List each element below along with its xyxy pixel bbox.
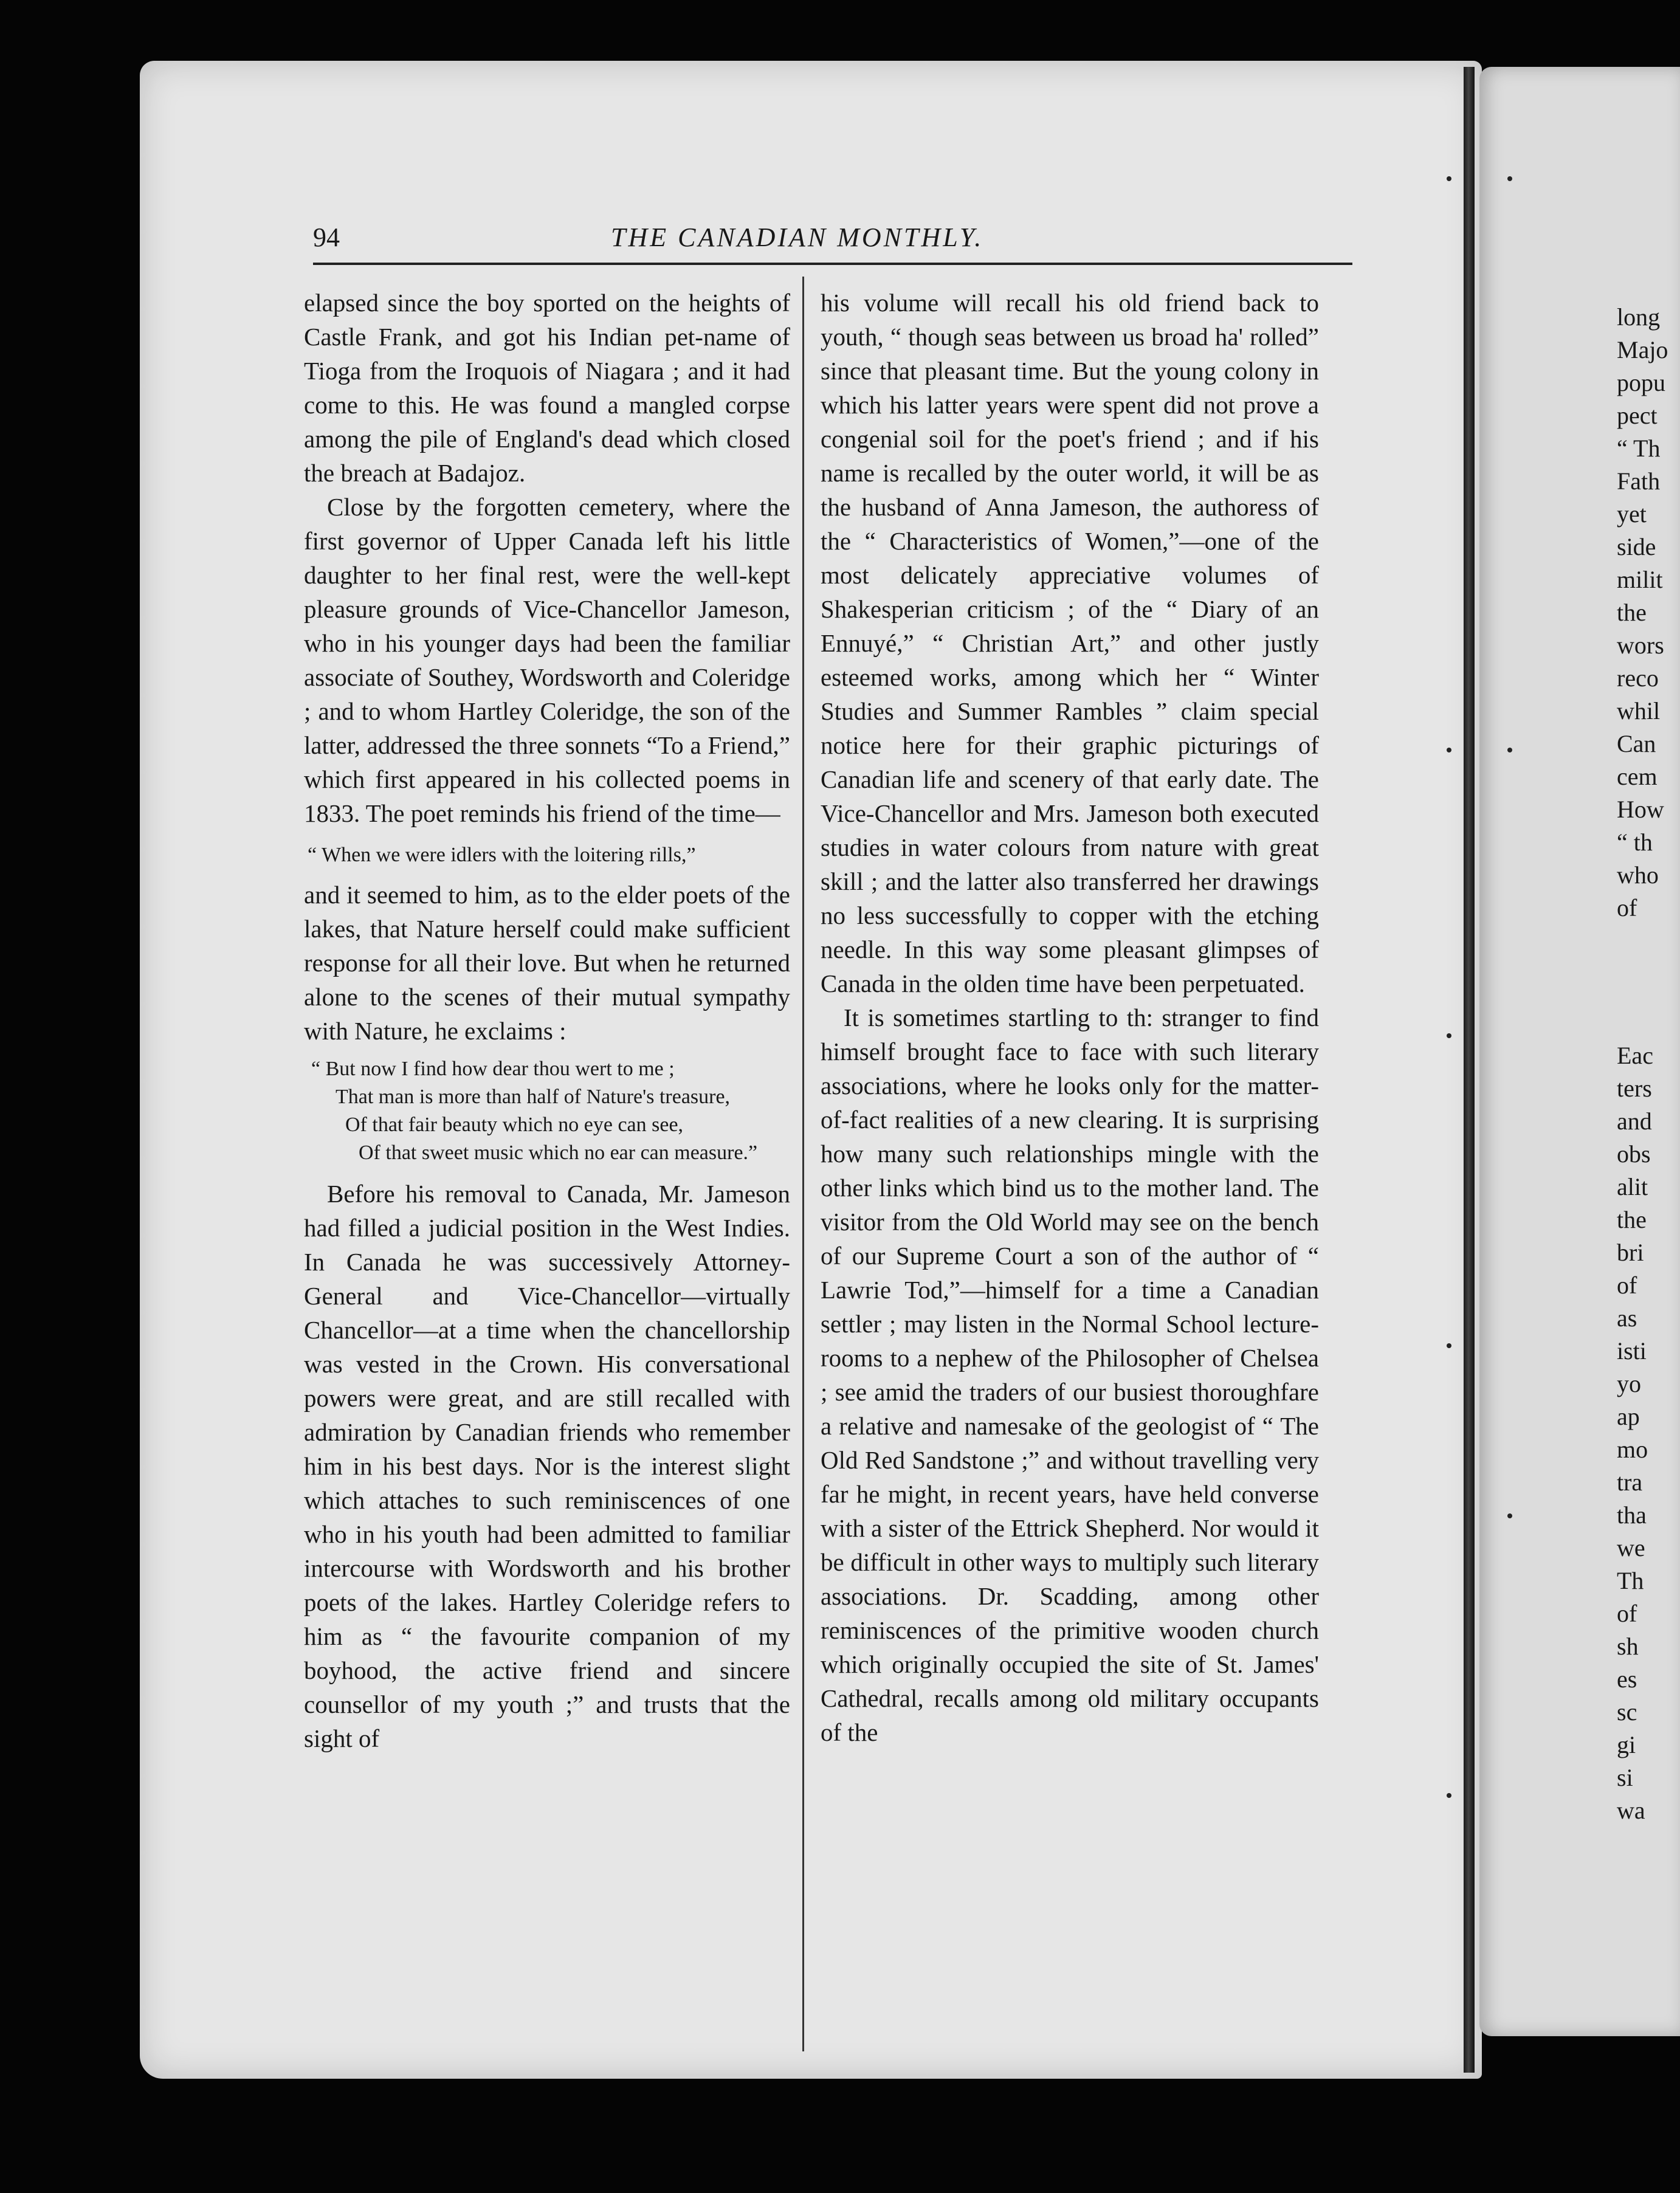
binding-hole — [1447, 1793, 1451, 1798]
fragment: si — [1617, 1764, 1633, 1791]
left-paragraph-1: elapsed since the boy sported on the heights of Castle Frank, and got his Indian pet-name of Tioga from the Iroquois of Niagara ; and it had come to this. He was found a mangled corpse among the pile of England's dead which closed the breach at Badajoz. — [304, 289, 790, 487]
fragment: sh — [1617, 1633, 1639, 1660]
fragment: Th — [1617, 1567, 1644, 1594]
fragment: yet — [1617, 500, 1647, 528]
fragment: as — [1617, 1304, 1637, 1332]
page-header — [313, 216, 1346, 264]
fragment: side — [1617, 533, 1656, 560]
fragment: wors — [1617, 632, 1664, 659]
fragment: the — [1617, 599, 1647, 626]
fragment: How — [1617, 796, 1664, 823]
fragment: popu — [1617, 369, 1665, 396]
poem-quote-2 — [304, 1055, 790, 1167]
binding-hole — [1447, 748, 1451, 752]
fragment: the — [1617, 1206, 1647, 1233]
fragment: whil — [1617, 697, 1661, 725]
facing-page-text-top — [1617, 301, 1680, 924]
fragment: Eac — [1617, 1042, 1653, 1069]
right-column — [821, 286, 1319, 1749]
fragment: yo — [1617, 1370, 1641, 1397]
fragment: reco — [1617, 664, 1659, 692]
left-paragraph-4: Before his removal to Canada, Mr. Jameson had filled a judicial position in the West Indies. In Canada he was successively Attorney-General and Vice-Chancellor—virtually Chancellor—at a time when the chancellorship was vested in the Crown. His conversational powers were great, and are still recalled with admiration by Canadian friends who remember him in his best days. Nor is the interest slight which attaches to such reminiscences of one who in his youth had been admitted to familiar intercourse with Wordsworth and his brother poets of the lakes. Hartley Coleridge refers to him as “ the favourite companion of my boyhood, the active friend and sincere counsellor of my youth ;” and trusts that the sight of — [304, 1180, 790, 1752]
fragment: of — [1617, 1272, 1637, 1299]
fragment: obs — [1617, 1140, 1651, 1168]
fragment: es — [1617, 1665, 1637, 1693]
fragment: wa — [1617, 1797, 1645, 1824]
binding-hole — [1507, 1513, 1512, 1518]
column-divider — [802, 277, 804, 2051]
poem-line: “ But now I find how dear thou wert to me ; — [311, 1058, 675, 1080]
book-gutter — [1464, 67, 1475, 2073]
header-rule — [313, 263, 1352, 265]
fragment: Majo — [1617, 336, 1668, 363]
poem-line: Of that sweet music which no ear can measure.” — [359, 1141, 758, 1164]
fragment: milit — [1617, 566, 1663, 593]
fragment: Fath — [1617, 467, 1661, 495]
fragment: “ th — [1617, 828, 1653, 856]
right-paragraph-1: his volume will recall his old friend back to youth, “ though seas between us broad ha' rolled” since that pleasant time. But the young colony in which his latter years were spent did not prove a congenial soil for the poet's friend ; and if his name is recalled by the outer world, it will be as the husband of Anna Jameson, the authoress of the “ Characteristics of Women,”—one of the most delicately appreciative volumes of Shakesperian criticism ; of the “ Diary of an Ennuyé,” “ Christian Art,” and other justly esteemed works, among which her “ Winter Studies and Summer Rambles ” claim special notice here for their graphic picturings of Canadian life and scenery of that early date. The Vice-Chancellor and Mrs. Jameson both executed studies in water colours from nature with great skill ; and the latter also transferred her drawings no less successfully to copper with the etching needle. In this way some pleasant glimpses of Canada in the olden time have been perpetuated. — [821, 289, 1319, 997]
fragment: mo — [1617, 1436, 1648, 1463]
fragment: who — [1617, 861, 1659, 889]
left-paragraph-3: and it seemed to him, as to the elder poets of the lakes, that Nature herself could make sufficient response for all their love. But when he returned alone to the scenes of their mutual sympathy with Nature, he exclaims : — [304, 881, 790, 1045]
fragment: pect — [1617, 402, 1658, 429]
fragment: “ Th — [1617, 435, 1661, 462]
fragment: we — [1617, 1534, 1645, 1561]
facing-page-text-bottom — [1617, 1039, 1680, 1827]
fragment: bri — [1617, 1239, 1644, 1266]
fragment: alit — [1617, 1173, 1648, 1200]
fragment: and — [1617, 1107, 1652, 1135]
page-number: 94 — [313, 222, 340, 252]
fragment: tha — [1617, 1501, 1647, 1529]
right-paragraph-2: It is sometimes startling to th: stranger to find himself brought face to face with such literary associations, where he looks only for the matter-of-fact realities of a new clearing. It is surprising how many such relationships mingle with the other links which bind us to the mother land. The visitor from the Old World may see on the bench of our Supreme Court a son of the author of “ Lawrie Tod,”—himself for a time a Canadian settler ; may listen in the Normal School lecture-rooms to a nephew of the Philosopher of Chelsea ; see amid the traders of our busiest thoroughfare a relative and namesake of the geologist of “ The Old Red Sandstone ;” and without travelling very far he might, in recent years, have held converse with a sister of the Ettrick Shepherd. Nor would it be difficult in other ways to multiply such literary associations. Dr. Scadding, among other reminiscences of the primitive wooden church which originally occupied the site of St. James' Cathedral, recalls among old military occupants of the — [821, 1004, 1319, 1746]
fragment: tra — [1617, 1468, 1643, 1496]
left-paragraph-2: Close by the forgotten cemetery, where the first governor of Upper Canada left his little daughter to her final rest, were the well-kept pleasure grounds of Vice-Chancellor Jameson, who in his younger days had been the familiar associate of Southey, Wordsworth and Coleridge ; and to whom Hartley Coleridge, the son of the latter, addressed the three sonnets “To a Friend,” which first appeared in his collected poems in 1833. The poet reminds his friend of the time— — [304, 493, 790, 827]
poem-quote-1: “ When we were idlers with the loitering rills,” — [308, 844, 696, 866]
fragment: of — [1617, 894, 1637, 921]
fragment: sc — [1617, 1698, 1637, 1726]
fragment: isti — [1617, 1337, 1647, 1365]
poem-line: That man is more than half of Nature's treasure, — [336, 1086, 731, 1108]
binding-hole — [1447, 1033, 1451, 1038]
fragment: of — [1617, 1600, 1637, 1627]
fragment: cem — [1617, 763, 1658, 790]
left-column — [304, 286, 790, 1755]
binding-hole — [1507, 748, 1512, 752]
binding-hole — [1447, 176, 1451, 181]
fragment: ap — [1617, 1403, 1640, 1430]
fragment: ters — [1617, 1075, 1652, 1102]
fragment: Can — [1617, 730, 1656, 757]
running-title: THE CANADIAN MONTHLY. — [611, 222, 984, 252]
binding-hole — [1447, 1343, 1451, 1348]
fragment: long — [1617, 303, 1661, 331]
poem-line: Of that fair beauty which no eye can see, — [345, 1114, 684, 1136]
binding-hole — [1507, 176, 1512, 181]
fragment: gi — [1617, 1731, 1636, 1758]
